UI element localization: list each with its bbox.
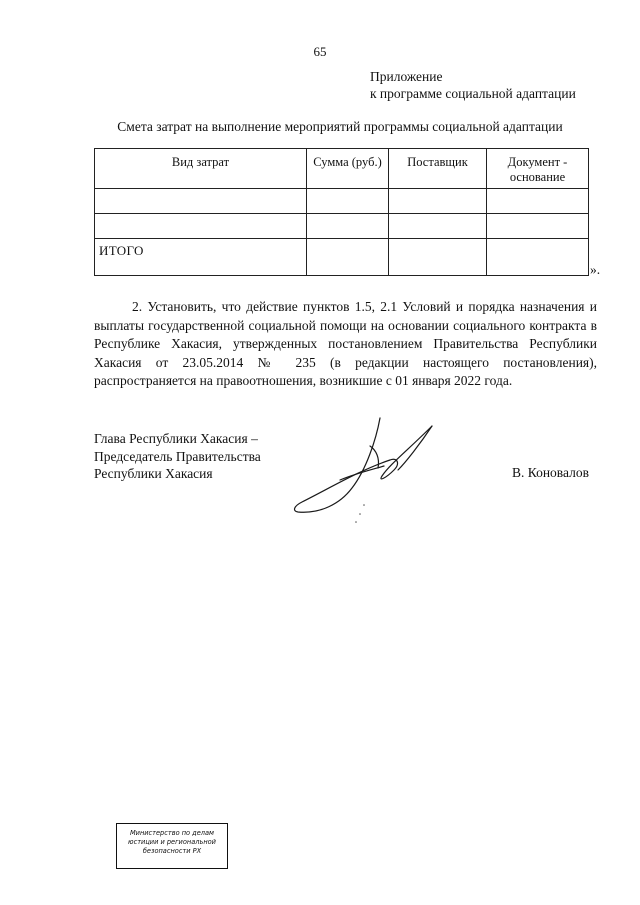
registration-stamp: [116, 823, 228, 869]
page-number: 65: [313, 44, 327, 59]
table-header-row: [95, 149, 589, 189]
body-paragraph: 2. Установить, что действие пунктов 1.5, 2.1 Условий и порядка назначения и выплаты государственной социальной помощи на основании социального контракта в Республике Хакасия, утвержденных постановлением Правительства Республики Хакасия от 23.05.2014 № 235 (в редакции настоящего постановления), распространяется на правоотношения, возникшие с 01 января 2022 года.: [94, 299, 597, 388]
header-basis-document: Документ - основание: [487, 149, 589, 189]
table-row: [95, 214, 589, 239]
table-cell: [487, 214, 589, 239]
table-cell: [389, 239, 487, 276]
stamp-line-2: юстиции и региональной: [128, 838, 216, 846]
signer-title: [94, 430, 261, 483]
appendix-header: [370, 68, 576, 102]
stamp-line-1: Министерство по делам: [129, 829, 215, 837]
header-supplier: Поставщик: [389, 149, 487, 189]
table-row: [95, 189, 589, 214]
appendix-line-2: к программе социальной адаптации: [370, 86, 576, 101]
cost-estimate-table: [94, 148, 589, 276]
appendix-line-1: Приложение: [370, 69, 443, 84]
total-label: ИТОГО: [95, 239, 307, 276]
signer-title-line-1: Глава Республики Хакасия –: [94, 431, 258, 446]
table-title: Смета затрат на выполнение мероприятий программы социальной адаптации: [117, 119, 563, 134]
header-amount: Сумма (руб.): [307, 149, 389, 189]
table-cell: [307, 189, 389, 214]
table-cell: [389, 189, 487, 214]
closing-quote: ».: [590, 262, 601, 277]
table-cell: [389, 214, 487, 239]
signer-name: В. Коновалов: [512, 465, 589, 480]
signer-title-line-3: Республики Хакасия: [94, 466, 213, 481]
table-cell: [307, 239, 389, 276]
table-cell: [307, 214, 389, 239]
handwritten-signature: [280, 410, 460, 530]
table-cell: [95, 189, 307, 214]
signer-title-line-2: Председатель Правительства: [94, 448, 261, 464]
header-cost-type: Вид затрат: [95, 149, 307, 189]
table-cell: [487, 189, 589, 214]
table-total-row: [95, 239, 589, 276]
table-cell: [487, 239, 589, 276]
table-cell: [95, 214, 307, 239]
stamp-line-3: безопасности РХ: [142, 847, 202, 855]
